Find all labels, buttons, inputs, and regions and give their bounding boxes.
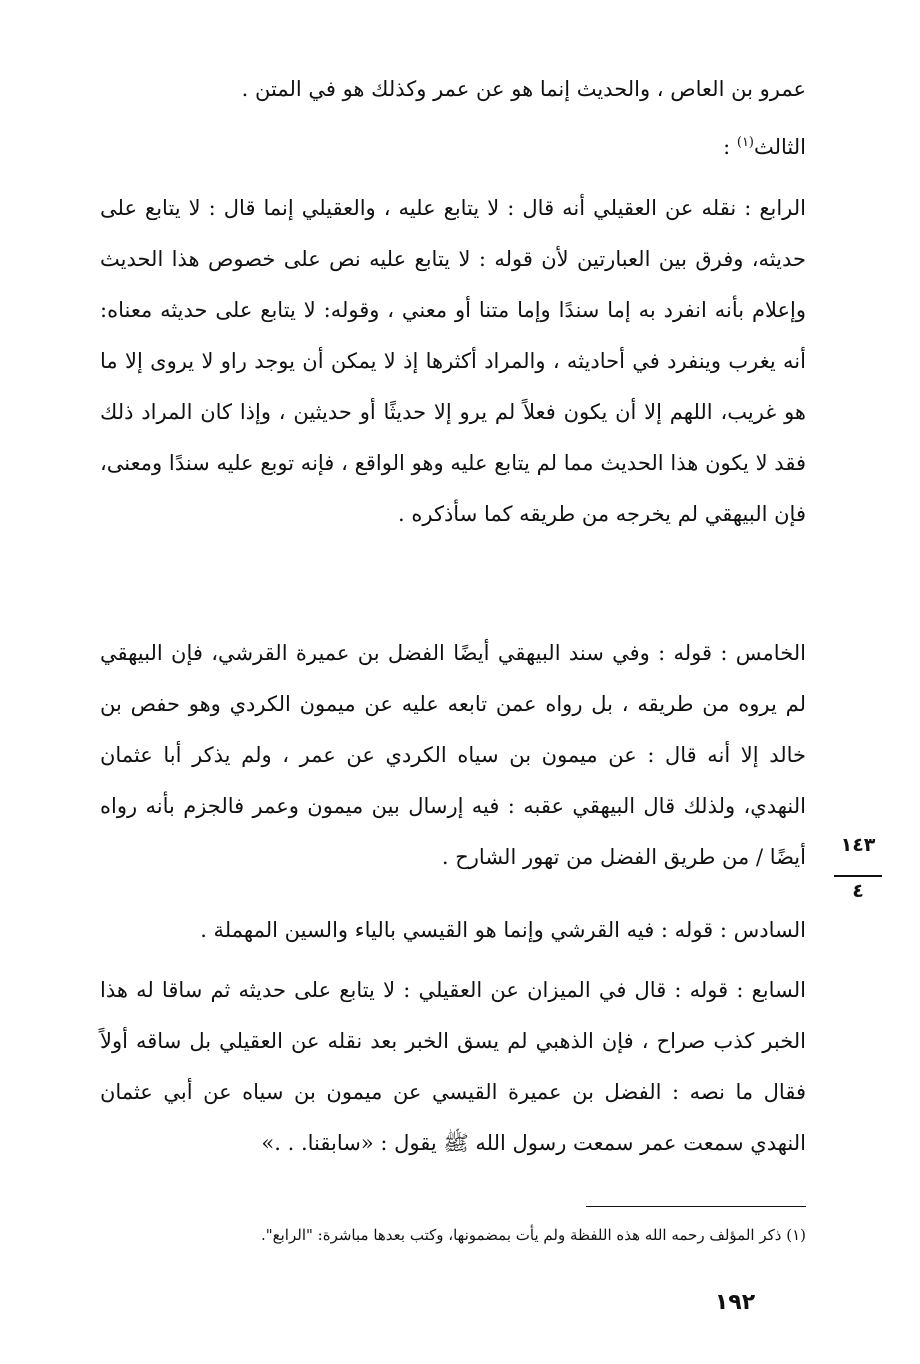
footnote-separator (586, 1206, 806, 1207)
margin-reference-bottom: ٤ (852, 880, 864, 902)
paragraph-fifth: الخامس : قوله : وفي سند البيهقي أيضًا الفضل بن عميرة القرشي، فإن البيهقي لم يروه من طريقه ، بل رواه عمن تابعه عليه عن ميمون الكردي وهو حفص بن خالد إلا أنه قال : عن ميمون بن سياه الكردي عن عمر ، ولم يذكر أبا عثمان النهدي، ولذلك قال البيهقي عقبه : فيه إرسال بين ميمون وعمر فالجزم بأنه رواه أيضًا / من طريق الفضل من تهور الشارح . (100, 641, 806, 869)
paragraph-seventh: السابع : قوله : قال في الميزان عن العقيلي : لا يتابع على حديثه ثم ساقا له هذا الخبر كذب صراح ، فإن الذهبي لم يسق الخبر بعد نقله عن العقيلي بل ساقه أولاً فقال ما نصه : الفضل بن عميرة القيسي عن ميمون بن سياه عن أبي عثمان النهدي سمعت عمر سمعت رسول الله ﷺ يقول : «سابقنا. . .» (100, 978, 806, 1155)
third-colon: : (723, 135, 737, 159)
paragraph-fourth: الرابع : نقله عن العقيلي أنه قال : لا يتابع عليه ، والعقيلي إنما قال : لا يتابع على حديثه، وفرق بين العبارتين لأن قوله : لا يتابع عليه نص على خصوص هذا الحديث وإعلام بأنه انفرد به إما سندًا وإما متنا أو معني ، وقوله: لا يتابع على حديثه معناه: أنه يغرب وينفرد في أحاديثه ، والمراد أكثرها إذ لا يمكن أن يوجد راو لا يروى إلا ما هو غريب، اللهم إلا أن يكون فعلاً لم يرو إلا حديثًا أو حديثين ، وإذا كان المراد ذلك فقد لا يكون هذا الحديث مما لم يتابع عليه وهو الواقع ، فإنه توبع عليه سندًا ومعنى، فإن البيهقي لم يخرجه من طريقه كما سأذكره . (100, 196, 806, 526)
paragraph-third (100, 122, 806, 173)
margin-reference-top: ١٤٣ (840, 834, 876, 856)
paragraph-sixth: السادس : قوله : فيه القرشي وإنما هو القيسي بالياء والسين المهملة . (200, 918, 806, 942)
footnote-reference: (١) (736, 135, 754, 150)
page-number: ١٩٢ (714, 1290, 756, 1315)
margin-divider (834, 875, 882, 877)
paragraph-intro: عمرو بن العاص ، والحديث إنما هو عن عمر وكذلك هو في المتن . (241, 77, 806, 101)
third-heading: الثالث (754, 135, 806, 159)
footnote: (١) ذكر المؤلف رحمه الله هذه اللفظة ولم يأت بمضمونها، وكتب بعدها مباشرة: "الرابع". (260, 1226, 806, 1244)
